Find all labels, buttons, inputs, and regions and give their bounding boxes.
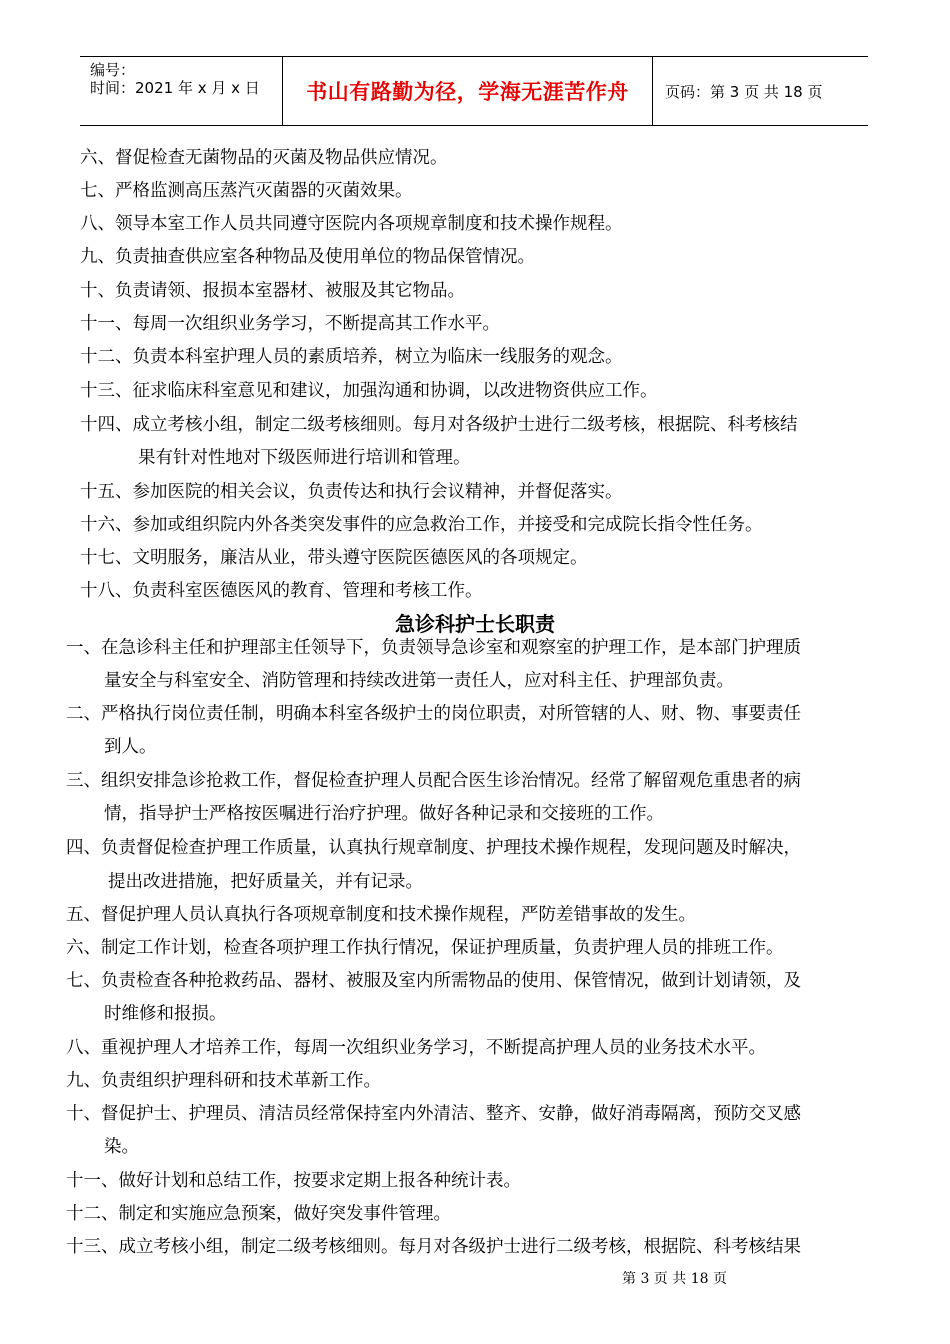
text-line: 十、负责请领、报损本室器材、被服及其它物品。 (80, 281, 465, 301)
text-line: 四、负责督促检查护理工作质量，认真执行规章制度、护理技术操作规程，发现问题及时解决， (66, 838, 801, 858)
text-line: 五、督促护理人员认真执行各项规章制度和技术操作规程，严防差错事故的发生。 (66, 905, 696, 925)
text-line: 六、制定工作计划，检查各项护理工作执行情况，保证护理质量，负责护理人员的排班工作。 (66, 938, 784, 958)
text-line: 六、督促检查无菌物品的灭菌及物品供应情况。 (80, 148, 448, 168)
text-line: 十一、每周一次组织业务学习，不断提高其工作水平。 (80, 314, 500, 334)
page-footer: 第 3 页 共 18 页 (622, 1271, 727, 1287)
text-line: 提出改进措施，把好质量关，并有记录。 (108, 872, 423, 892)
text-line: 十四、成立考核小组，制定二级考核细则。每月对各级护士进行二级考核，根据院、科考核结 (80, 415, 798, 435)
text-line: 十三、征求临床科室意见和建议，加强沟通和协调，以改进物资供应工作。 (80, 381, 658, 401)
text-line: 十七、文明服务，廉洁从业，带头遵守医院医德医风的各项规定。 (80, 548, 588, 568)
text-line: 二、严格执行岗位责任制，明确本科室各级护士的岗位职责，对所管辖的人、财、物、事要责任 (66, 704, 801, 724)
text-line: 十二、制定和实施应急预案，做好突发事件管理。 (66, 1204, 451, 1224)
text-line: 染。 (104, 1137, 139, 1157)
text-line: 十三、成立考核小组，制定二级考核细则。每月对各级护士进行二级考核，根据院、科考核结果 (66, 1237, 801, 1257)
text-line: 七、负责检查各种抢救药品、器材、被服及室内所需物品的使用、保管情况，做到计划请领，及 (66, 971, 801, 991)
text-line: 三、组织安排急诊抢救工作，督促检查护理人员配合医生诊治情况。经常了解留观危重患者的病 (66, 771, 801, 791)
text-line: 十、督促护士、护理员、清洁员经常保持室内外清洁、整齐、安静，做好消毒隔离，预防交叉感 (66, 1104, 801, 1124)
section-heading: 急诊科护士长职责 (395, 612, 555, 636)
text-line: 情，指导护士严格按医嘱进行治疗护理。做好各种记录和交接班的工作。 (104, 804, 664, 824)
document-date: 时间：2021 年 x 月 x 日 (90, 79, 260, 97)
text-line: 七、严格监测高压蒸汽灭菌器的灭菌效果。 (80, 181, 413, 201)
text-line: 十二、负责本科室护理人员的素质培养，树立为临床一线服务的观念。 (80, 347, 623, 367)
text-line: 十五、参加医院的相关会议，负责传达和执行会议精神，并督促落实。 (80, 482, 623, 502)
document-number-label: 编号： (90, 61, 136, 79)
text-line: 量安全与科室安全、消防管理和持续改进第一责任人，应对科主任、护理部负责。 (104, 671, 734, 691)
text-line: 十八、负责科室医德医风的教育、管理和考核工作。 (80, 581, 483, 601)
text-line: 到人。 (104, 737, 157, 757)
text-line: 一、在急诊科主任和护理部主任领导下，负责领导急诊室和观察室的护理工作，是本部门护理质 (66, 638, 801, 658)
text-line: 十一、做好计划和总结工作，按要求定期上报各种统计表。 (66, 1171, 521, 1191)
text-line: 九、负责抽查供应室各种物品及使用单位的物品保管情况。 (80, 247, 535, 267)
header-motto: 书山有路勤为径，学海无涯苦作舟 (306, 80, 629, 104)
text-line: 八、领导本室工作人员共同遵守医院内各项规章制度和技术操作规程。 (80, 214, 623, 234)
text-line: 时维修和报损。 (104, 1004, 227, 1024)
text-line: 八、重视护理人才培养工作，每周一次组织业务学习，不断提高护理人员的业务技术水平。 (66, 1038, 766, 1058)
text-line: 十六、参加或组织院内外各类突发事件的应急救治工作，并接受和完成院长指令性任务。 (80, 515, 763, 535)
header-page-info: 页码：第 3 页 共 18 页 (665, 82, 823, 101)
text-line: 果有针对性地对下级医师进行培训和管理。 (138, 448, 471, 468)
text-line: 九、负责组织护理科研和技术革新工作。 (66, 1071, 381, 1091)
